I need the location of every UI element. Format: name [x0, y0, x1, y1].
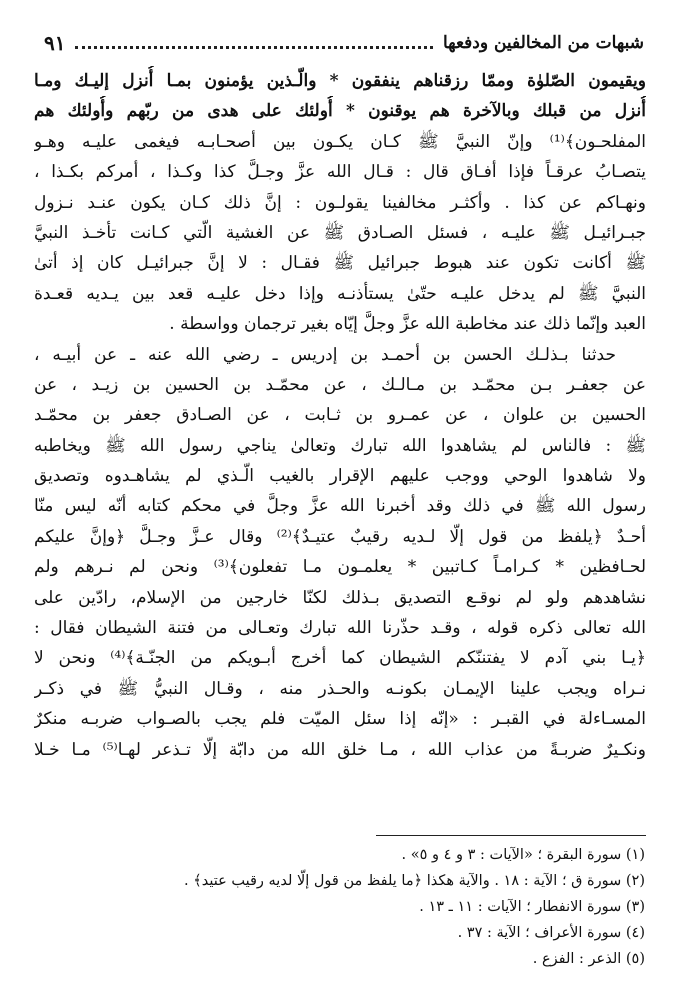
text-line: جبـرائيـل ﷺ عليـه ، فسئل الصـادق ﷺ عن الغشية الّتي كـانت تأخـذ النبيَّ — [34, 222, 646, 243]
text-line: ونهـاكم عن كذا . وأكثـر مخالفينا يقولـون : إنَّ ذلك كـان يكون عنـد نـزول — [34, 192, 646, 213]
leader-dots — [75, 46, 432, 49]
text-line: رسول الله ﷺ في ذلك وقد أخبرنا الله عزَّ وجلَّ في محكم كتابه أنّه ليس منّا — [34, 496, 646, 517]
running-header — [32, 30, 644, 56]
footnotes — [85, 842, 645, 972]
text-line: الله تعالى ذكره قوله ، وقـد حذّرنا الله تبارك وتعـالى من فتنة الشيطان فقال : — [34, 618, 646, 639]
footnote-item: (٥) الذعر : الفزع . — [532, 951, 645, 967]
text-line: المفلحـون﴾⁽¹⁾ وإنّ النبيَّ ﷺ كـان يكـون بين أصحـابـه فيغمى عليـه وهـو — [34, 131, 646, 152]
text-line: لحـافظين * كـرامـاً كـاتبين * يعلمـون مـا تفعلون﴾⁽³⁾ ونحن لم نـرهم ولم — [34, 557, 646, 578]
text-line: المسـاءلة في القبـر : «إنّه إذا سئل الميّت فلم يجب بالصـواب ضربـه منكرٌ — [34, 709, 646, 730]
text-line: ﷺ : فالناس لم يشاهدوا الله تبارك وتعالىٰ يناجي رسول الله ﷺ ويخاطبه — [34, 435, 646, 456]
text-line: عن جعفـر بـن محمّـد بن مـالـك ، عن محمّـد بن الحسين بن زيـد ، عن — [34, 374, 646, 395]
text-line: أُنزل من قبلك وبالآخرة هم يوقنون * أُولئك على هدى من ربّهم وأُولئك هم — [34, 101, 646, 122]
text-line: يتصـابُ عرقـاً فإذا أفـاق قال : قـال الله عزَّ وجـلَّ كذا وكـذا ، أمركم بكـذا ، — [34, 162, 646, 183]
text-line: نشاهدهم ولو لم نوقـع التصديق بـذلك لكنّا خارجين من الإسلام، رادّين على — [34, 587, 646, 608]
chapter-title: شبهات من المخالفين ودفعها — [442, 33, 644, 53]
footnote-item: (٣) سورة الانفطار ؛ الآيات : ١١ ـ ١٣ . — [419, 899, 645, 915]
page-number: ٩١ — [44, 31, 66, 55]
main-text — [34, 66, 646, 765]
footnote-item: (٢) سورة ق ؛ الآية : ١٨ . والآية هكذا ﴿ما يلفظ من قول إلّا لديه رقيب عتيد﴾ . — [184, 873, 645, 889]
text-line: ونكـيرٌ ضربـةً من عذاب الله ، مـا خلق الله من دابّة إلّا تـذعر لهـا⁽⁵⁾ مـا خـلا — [34, 739, 646, 760]
text-line: النبيَّ ﷺ لم يدخل عليـه حتّىٰ يستأذنـه وإذا دخل عليـه قعد بين يـديه قعـدة — [34, 283, 646, 304]
text-line: ولا شاهدوا الوحي ووجب عليهم الإقرار بالغيب الّـذي لم يشاهـدوه وتصديق — [34, 466, 646, 487]
text-line: ويقيمون الصّلوٰة وممّا رزقناهم ينفقون * والّـذين يؤمنون بمـا أُنزل إليـك ومـا — [34, 71, 646, 91]
text-line: ﷺ أكانت تكون عند هبوط جبرائيل ﷺ فقـال : لا إنَّ جبرائيـل كان إذ أتىٰ — [34, 253, 646, 274]
text-line: حدثنا بـذلـك الحسن بن أحمـد بن إدريس ـ رضي الله عنه ـ عن أبيـه ، — [34, 344, 616, 365]
footnote-divider — [376, 835, 646, 836]
text-line: نـراه ويجب علينا الإيمـان بكونـه والحـذر منه ، وقـال النبيُّ ﷺ في ذكـر — [34, 678, 646, 699]
footnote-item: (٤) سورة الأعراف ؛ الآية : ٣٧ . — [457, 925, 645, 941]
text-line: ﴿يـا بني آدم لا يفتننّكم الشيطان كما أخرج أبـويكم من الجنّـة﴾⁽⁴⁾ ونحن لا — [34, 648, 646, 669]
text-line: الحسين بن علوان ، عن عمـرو بن ثـابت ، عن الصـادق جعفر بن محمّـد — [34, 405, 646, 426]
text-line: أحـدٌ ﴿يلفظ من قول إلّا لـديه رقيبٌ عتيـدٌ﴾⁽²⁾ وقال عـزَّ وجـلَّ ﴿وإنَّ عليكم — [34, 526, 646, 547]
footnote-item: (١) سورة البقرة ؛ «الآيات : ٣ و ٤ و ٥» . — [401, 847, 645, 863]
text-line: العبد وإنّما ذلك عند مخاطبة الله عزَّ وجلَّ إيّاه بغير ترجمان وواسطة . — [169, 314, 646, 335]
